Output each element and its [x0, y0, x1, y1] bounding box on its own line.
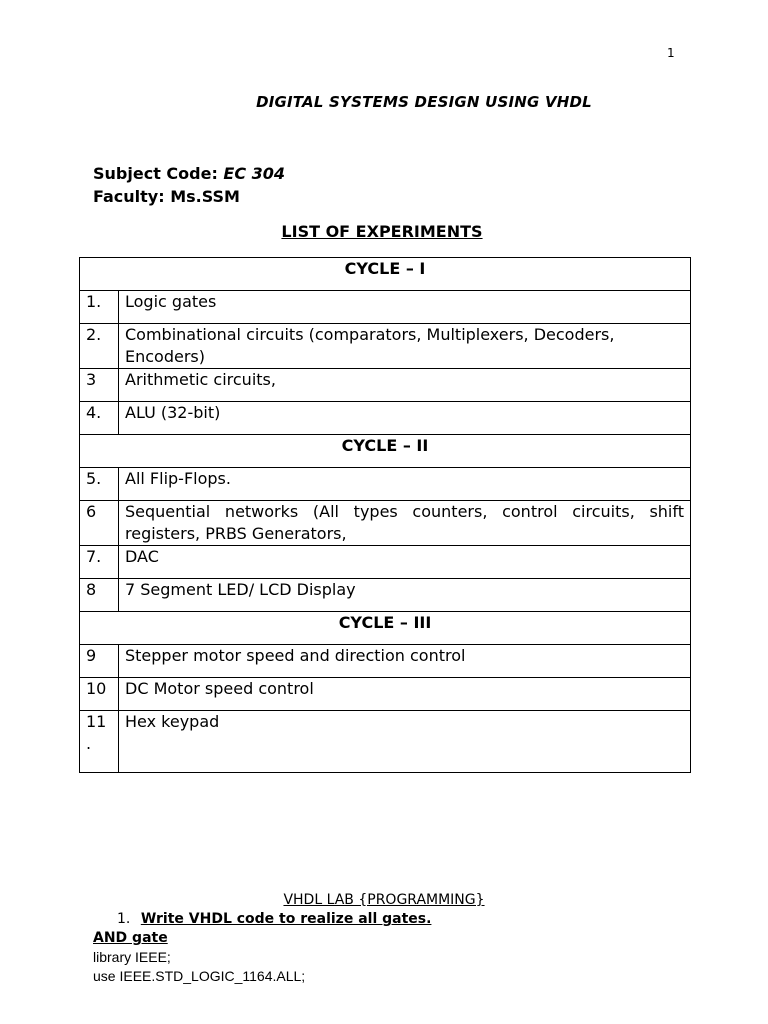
experiment-number: 3	[80, 369, 119, 402]
cycle-header-row	[80, 435, 691, 468]
experiment-number: 11 .	[80, 711, 119, 773]
experiment-number: 10	[80, 678, 119, 711]
subject-code-value: EC 304	[223, 164, 286, 183]
experiment-text: Hex keypad	[119, 711, 691, 773]
table-row	[80, 678, 691, 711]
experiment-number: 7.	[80, 546, 119, 579]
table-row	[80, 546, 691, 579]
experiment-text: Logic gates	[119, 291, 691, 324]
experiment-number: 4.	[80, 402, 119, 435]
table-row	[80, 369, 691, 402]
experiment-text: 7 Segment LED/ LCD Display	[119, 579, 691, 612]
experiments-table	[79, 257, 691, 773]
experiment-text: DAC	[119, 546, 691, 579]
lab-section-title	[0, 892, 768, 908]
list-title: LIST OF EXPERIMENTS	[281, 222, 483, 241]
experiment-text: All Flip-Flops.	[119, 468, 691, 501]
subject-code	[93, 164, 285, 183]
experiment-text: Stepper motor speed and direction control	[119, 645, 691, 678]
faculty-label: Faculty:	[93, 187, 165, 206]
task-item	[117, 911, 431, 927]
experiment-number: 8	[80, 579, 119, 612]
table-row	[80, 645, 691, 678]
subject-code-label: Subject Code:	[93, 164, 218, 183]
cycle-header-row	[80, 258, 691, 291]
experiment-text: Sequential networks (All types counters, control circuits, shift registers, PRBS Generators,	[119, 501, 691, 546]
document-title: DIGITAL SYSTEMS DESIGN USING VHDL	[256, 93, 592, 111]
table-row	[80, 324, 691, 369]
lab-title-text: VHDL LAB {PROGRAMMING}	[283, 892, 485, 908]
cycle-heading: CYCLE – II	[80, 435, 691, 468]
cycle-heading: CYCLE – I	[80, 258, 691, 291]
table-row	[80, 402, 691, 435]
page-number: 1	[667, 46, 675, 60]
experiment-number: 5.	[80, 468, 119, 501]
code-line: use IEEE.STD_LOGIC_1164.ALL;	[93, 968, 306, 984]
gate-heading: AND gate	[93, 930, 168, 946]
table-row	[80, 468, 691, 501]
experiment-text: Combinational circuits (comparators, Multiplexers, Decoders, Encoders)	[119, 324, 691, 369]
experiment-text: Arithmetic circuits,	[119, 369, 691, 402]
experiment-text: ALU (32-bit)	[119, 402, 691, 435]
experiment-text: DC Motor speed control	[119, 678, 691, 711]
experiment-number: 9	[80, 645, 119, 678]
faculty	[93, 187, 240, 206]
table-row	[80, 501, 691, 546]
task-text: Write VHDL code to realize all gates.	[140, 911, 432, 927]
experiment-number: 2.	[80, 324, 119, 369]
table-row	[80, 711, 691, 773]
task-number: 1.	[117, 911, 131, 927]
faculty-value: Ms.SSM	[170, 187, 240, 206]
experiment-number: 6	[80, 501, 119, 546]
cycle-header-row	[80, 612, 691, 645]
code-line: library IEEE;	[93, 949, 171, 965]
table-row	[80, 579, 691, 612]
cycle-heading: CYCLE – III	[80, 612, 691, 645]
table-row	[80, 291, 691, 324]
experiment-number: 1.	[80, 291, 119, 324]
